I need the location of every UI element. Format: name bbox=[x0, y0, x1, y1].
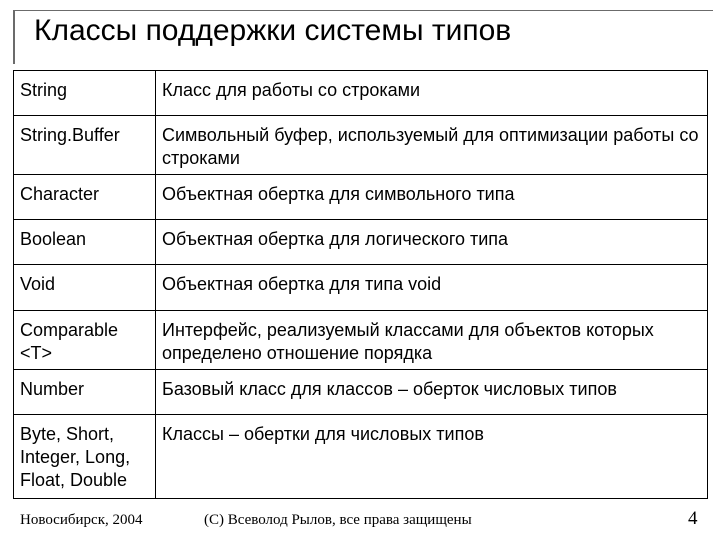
type-description-cell: Классы – обертки для числовых типов bbox=[156, 415, 708, 499]
slide-title: Классы поддержки системы типов bbox=[34, 14, 512, 47]
types-table-container bbox=[13, 70, 707, 498]
table-row bbox=[14, 311, 708, 370]
table-row bbox=[14, 370, 708, 415]
type-description-cell: Объектная обертка для символьного типа bbox=[156, 175, 708, 220]
types-table bbox=[13, 70, 708, 499]
type-description-cell: Объектная обертка для логического типа bbox=[156, 220, 708, 265]
table-row bbox=[14, 116, 708, 175]
footer-copyright: (С) Всеволод Рылов, все права защищены bbox=[204, 512, 472, 528]
type-name-cell: Boolean bbox=[14, 220, 156, 265]
type-name-cell: Character bbox=[14, 175, 156, 220]
type-name-cell: String.Buffer bbox=[14, 116, 156, 175]
table-row bbox=[14, 220, 708, 265]
table-row bbox=[14, 415, 708, 499]
type-description-cell: Символьный буфер, используемый для оптимизации работы со строками bbox=[156, 116, 708, 175]
table-row bbox=[14, 71, 708, 116]
type-name-cell: Number bbox=[14, 370, 156, 415]
type-description-cell: Базовый класс для классов – оберток числовых типов bbox=[156, 370, 708, 415]
type-name-cell: Byte, Short, Integer, Long, Float, Double bbox=[14, 415, 156, 499]
footer-location-date: Новосибирск, 2004 bbox=[20, 512, 143, 528]
table-row bbox=[14, 265, 708, 311]
type-description-cell: Объектная обертка для типа void bbox=[156, 265, 708, 311]
table-row bbox=[14, 175, 708, 220]
type-name-cell: String bbox=[14, 71, 156, 116]
type-name-cell: Comparable <T> bbox=[14, 311, 156, 370]
page-number: 4 bbox=[688, 508, 698, 529]
type-description-cell: Класс для работы со строками bbox=[156, 71, 708, 116]
type-description-cell: Интерфейс, реализуемый классами для объектов которых определено отношение порядка bbox=[156, 311, 708, 370]
type-name-cell: Void bbox=[14, 265, 156, 311]
